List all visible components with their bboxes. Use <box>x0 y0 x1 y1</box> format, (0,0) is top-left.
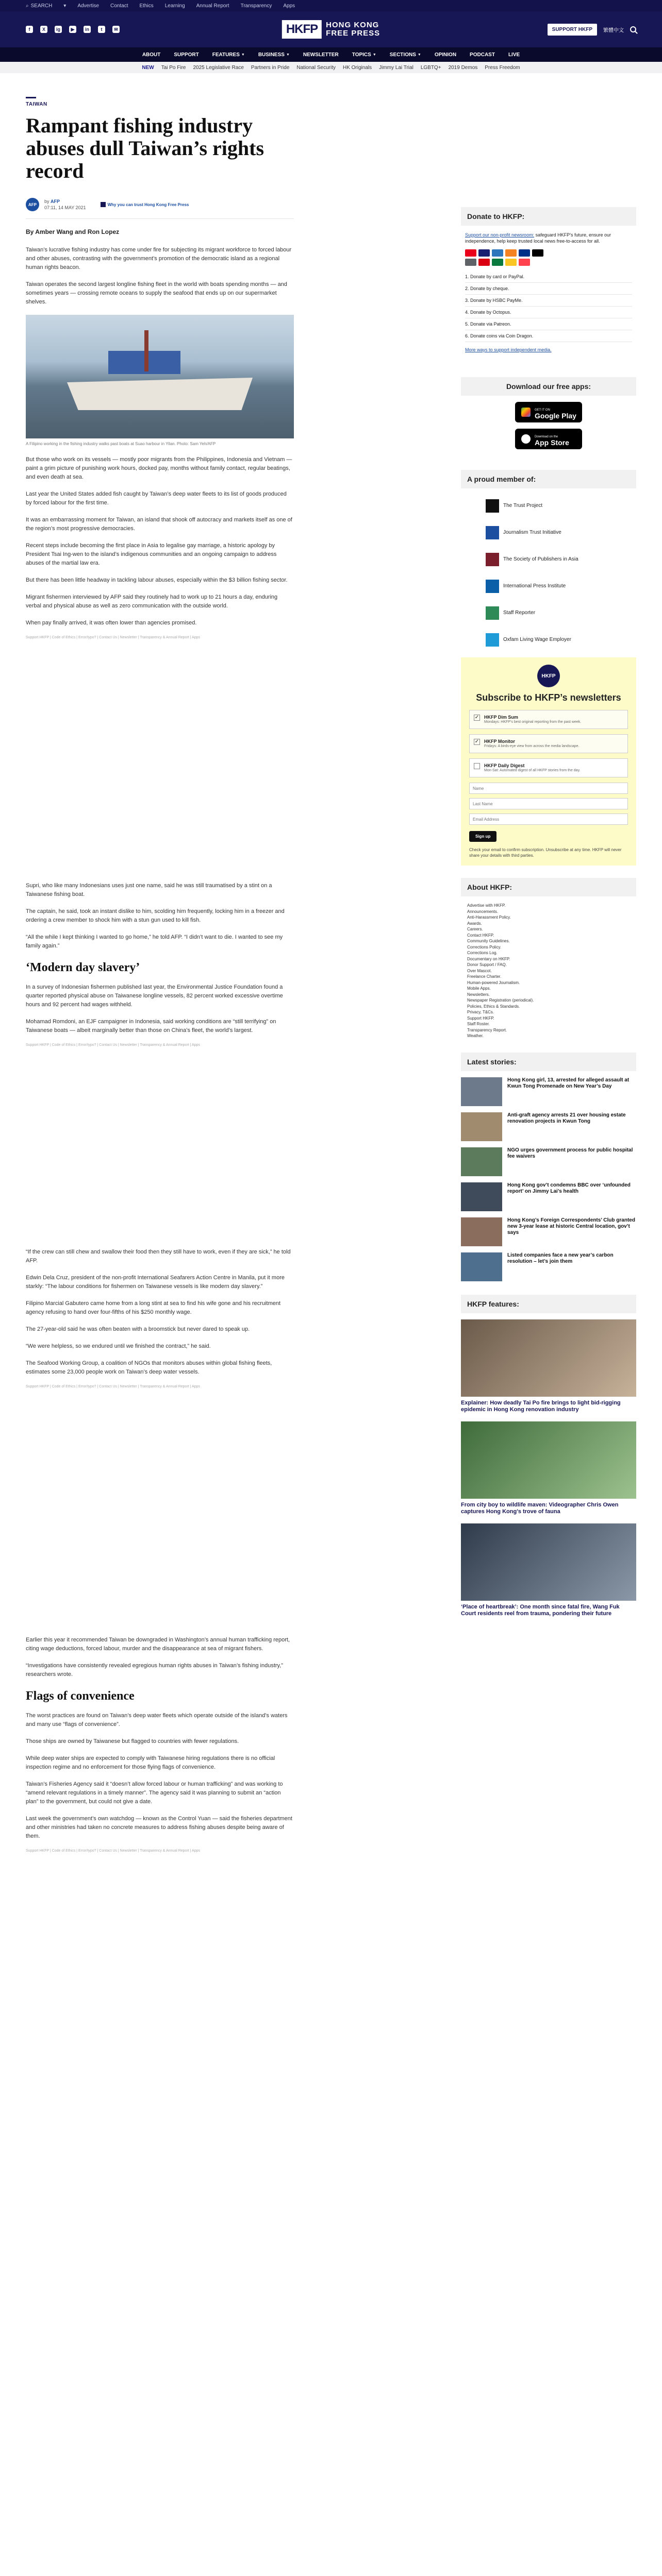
member-item[interactable] <box>461 548 636 571</box>
article <box>26 73 294 1853</box>
nav-item-live[interactable] <box>508 52 520 58</box>
logo-wordmark: HONG KONG FREE PRESS <box>326 21 380 38</box>
story-thumbnail <box>461 1217 502 1246</box>
trust-icon <box>101 202 106 207</box>
newsletter-name: HKFP Dim Sum <box>484 715 518 720</box>
story-thumbnail <box>461 1077 502 1106</box>
article-category[interactable]: TAIWAN <box>26 101 47 107</box>
donate-option[interactable]: 5. Donate via Patreon. <box>465 318 632 330</box>
facebook-icon[interactable]: f <box>26 26 33 33</box>
ad-label: Support HKFP | Code of Ethics | Error/typo? | Contact Us | Newsletter | Transparency & Annual Report | Apps <box>26 1043 200 1047</box>
nav-label: PODCAST <box>470 52 495 58</box>
story-thumbnail <box>461 1147 502 1176</box>
latest-story[interactable] <box>461 1112 636 1141</box>
discover-icon <box>505 249 517 257</box>
nav-label: BUSINESS <box>258 52 285 58</box>
article-headline: Rampant fishing industry abuses dull Taiwan’s rights record <box>26 114 264 182</box>
ad-slot <box>26 639 294 882</box>
feature-image <box>461 1421 636 1499</box>
article-date: 07:11, 14 MAY 2021 <box>44 205 86 210</box>
member-logo-icon <box>486 499 499 513</box>
paragraph: But there has been little headway in tackling labour abuses, especially within the $3 billion fishing sector. <box>26 577 288 583</box>
utility-link-advertise[interactable]: Advertise <box>77 3 100 9</box>
trending-link[interactable]: 2025 Legislative Race <box>193 64 244 71</box>
google-pay-icon <box>465 259 476 266</box>
paragraph: Those ships are owned by Taiwanese but flagged to countries with fewer regulations. <box>26 1738 239 1744</box>
site-header <box>0 11 662 47</box>
member-item[interactable] <box>461 521 636 544</box>
logo-mark: HKFP <box>282 20 322 39</box>
member-logo-icon <box>486 633 499 647</box>
about-link[interactable]: Staff Roster. <box>467 1022 490 1026</box>
utility-link-ethics[interactable]: Ethics <box>139 3 154 9</box>
checkbox[interactable] <box>474 763 480 769</box>
paragraph: Edwin Dela Cruz, president of the non-profit International Seafarers Action Centre in Manila, put it more starkly: “The labour conditions for fishermen on Taiwanese vessels is like modern day slavery.” <box>26 1275 285 1290</box>
about-link[interactable]: Awards. <box>467 921 482 926</box>
feature-story[interactable] <box>461 1319 636 1413</box>
member-name: Journalism Trust Initiative <box>503 530 561 535</box>
divider <box>26 218 294 219</box>
features-title: HKFP features: <box>461 1295 636 1313</box>
byline <box>26 198 294 211</box>
donate-option[interactable]: 3. Donate by HSBC PayMe. <box>465 295 632 307</box>
story-title[interactable]: Hong Kong’s Foreign Correspondents’ Club granted new 3-year lease at historic Central location, gov’t says <box>507 1217 635 1235</box>
feature-title[interactable]: ‘Place of heartbreak’: One month since fatal fire, Wang Fuk Court residents reel from trauma, pondering their future <box>461 1603 620 1617</box>
about-link[interactable]: Careers. <box>467 927 483 931</box>
paragraph: The 27-year-old said he was often beaten with a broomstick but never dared to speak up. <box>26 1326 250 1332</box>
trending-link[interactable]: 2019 Demos <box>448 64 478 71</box>
paragraph: Last week the government’s own watchdog — known as the Control Yuan — said the fisheries department and other ministries had taken no concrete measures to address fishing abuses despite being aware of them. <box>26 1816 292 1839</box>
paragraph: Earlier this year it recommended Taiwan be downgraded in Washington’s annual human trafficking report, citing wage deductions, forced labour, murder and the disappearance at sea of migrant fishers. <box>26 1637 290 1652</box>
paragraph: While deep water ships are expected to comply with Taiwanese hiring regulations there is no official inspection regime and no enforcement for those flying flags of convenience. <box>26 1755 275 1770</box>
newsletter-option[interactable] <box>469 710 628 729</box>
about-link[interactable]: Corrections Policy. <box>467 944 502 950</box>
latest-title: Latest stories: <box>461 1053 636 1071</box>
newsletter-logo: HKFP <box>537 665 560 687</box>
apple-pay-icon <box>532 249 543 257</box>
paragraph: It was an embarrassing moment for Taiwan, an island that shook off autocracy and markets itself as one of the region’s most progressive democracies. <box>26 517 292 532</box>
nav-item-about[interactable] <box>142 52 161 58</box>
newsletter-name: HKFP Daily Digest <box>484 763 525 768</box>
nav-item-opinion[interactable] <box>435 52 456 58</box>
article-authors: By Amber Wang and Ron Lopez <box>26 228 120 235</box>
utility-link-contact[interactable]: Contact <box>110 3 128 9</box>
paragraph: Taiwan’s Fisheries Agency said it “doesn’t allow forced labour or human trafficking” and was working to “amend relevant regulations in a timely manner”. The agency said it was planning to submit an “action plan” to the government, but could not give a date. <box>26 1781 283 1805</box>
more-ways-link[interactable]: More ways to support independent media. <box>465 347 552 352</box>
donate-title: Donate to HKFP: <box>461 207 636 226</box>
about-link[interactable]: Newsletters. <box>467 992 490 997</box>
utility-bar <box>0 0 662 11</box>
section-heading: Flags of convenience <box>26 1689 135 1703</box>
header-actions <box>548 24 636 36</box>
chevron-down-icon: ▼ <box>286 53 290 57</box>
bank-icon <box>492 259 503 266</box>
trending-link[interactable]: HK Originals <box>342 64 372 71</box>
nav-item-sections[interactable] <box>390 52 421 58</box>
newsletter-option-text <box>484 763 581 773</box>
story-title[interactable]: Hong Kong gov’t condemns BBC over ‘unfounded report’ on Jimmy Lai’s health <box>507 1182 631 1194</box>
instagram-icon[interactable]: ig <box>55 26 62 33</box>
name-field[interactable] <box>469 783 628 794</box>
nav-item-support[interactable] <box>174 52 198 58</box>
about-link[interactable]: Documentary on HKFP. <box>467 956 510 961</box>
search-link[interactable]: ⌕ SEARCH <box>26 3 53 9</box>
paypal-icon <box>519 249 530 257</box>
about-link[interactable]: Anti-Harassment Policy. <box>467 915 511 920</box>
paragraph: Last year the United States added fish caught by Taiwan’s deep water fleets to its list of goods produced by forced labour for the first time. <box>26 491 287 506</box>
about-link[interactable]: Transparency Report. <box>467 1027 507 1032</box>
latest-story[interactable] <box>461 1252 636 1281</box>
sign-up-button[interactable]: Sign up <box>469 831 496 842</box>
member-name: International Press Institute <box>503 583 566 589</box>
about-link[interactable]: Newspaper Registration (periodical). <box>467 998 534 1003</box>
nav-label: FEATURES <box>212 52 240 58</box>
about-link[interactable]: Freelance Charter. <box>467 974 502 979</box>
paragraph: “We were helpless, so we endured until we finished the contract,” he said. <box>26 1343 211 1349</box>
trending-link[interactable]: Jimmy Lai Trial <box>379 64 413 71</box>
donate-option[interactable]: 2. Donate by cheque. <box>465 283 632 295</box>
features-list <box>461 1319 636 1617</box>
mastercard-icon <box>465 249 476 257</box>
about-link[interactable]: Advertise with HKFP. <box>467 903 506 908</box>
newsletter-box <box>461 657 636 866</box>
chevron-down-icon: ▼ <box>241 53 245 57</box>
last-name-field[interactable] <box>469 798 628 809</box>
member-logo-icon <box>486 580 499 593</box>
feature-story[interactable] <box>461 1523 636 1617</box>
trending-bar <box>0 62 662 73</box>
nav-item-podcast[interactable] <box>470 52 495 58</box>
newsletter-desc: Fridays: A birds-eye view from across the media landscape. <box>484 744 580 748</box>
about-link[interactable]: Human-powered Journalism. <box>467 980 520 985</box>
social-links <box>26 26 120 33</box>
donate-option[interactable]: 1. Donate by card or PayPal. <box>465 271 632 283</box>
member-item[interactable] <box>461 602 636 624</box>
octopus-icon <box>505 259 517 266</box>
afp-avatar: AFP <box>26 198 39 211</box>
byline-meta: by AFP 07:11, 14 MAY 2021 <box>44 199 86 210</box>
trending-link[interactable]: Press Freedom <box>485 64 520 71</box>
feature-image <box>461 1319 636 1397</box>
category-rule <box>26 97 36 98</box>
member-name: Oxfam Living Wage Employer <box>503 637 571 642</box>
feature-title[interactable]: Explainer: How deadly Tai Po fire brings to light bid-rigging epidemic in Hong Kong renovation industry <box>461 1399 621 1413</box>
chevron-down-icon: ▼ <box>417 53 421 57</box>
story-title[interactable]: NGO urges government process for public hospital fee waivers <box>507 1147 633 1159</box>
photo-caption: A Filipino working in the fishing industry walks past boats at Suao harbour in Yilan. Photo: Sam Yeh/AFP <box>26 442 216 446</box>
ad-label: Support HKFP | Code of Ethics | Error/typo? | Contact Us | Newsletter | Transparency & Annual Report | Apps <box>26 636 200 639</box>
about-link[interactable]: Donor Support / FAQ. <box>467 962 507 967</box>
checkbox[interactable]: ✓ <box>474 715 479 720</box>
nav-item-topics[interactable] <box>352 52 376 58</box>
trending-link[interactable]: LGBTQ+ <box>420 64 441 71</box>
about-link[interactable]: Mobile Apps. <box>467 986 491 991</box>
donate-link[interactable]: Support our non-profit newsroom: <box>465 232 535 238</box>
byline-author[interactable]: AFP <box>51 199 60 204</box>
utility-link-transparency[interactable]: Transparency <box>240 3 272 9</box>
newsletter-option-text <box>484 739 579 749</box>
donate-option[interactable]: 6. Donate coins via Coin Dragon. <box>465 330 632 342</box>
donate-option[interactable]: 4. Donate by Octopus. <box>465 307 632 318</box>
member-name: Staff Reporter <box>503 610 536 616</box>
latest-story[interactable] <box>461 1182 636 1211</box>
paragraph: But those who work on its vessels — mostly poor migrants from the Philippines, Indonesia and Vietnam — paint a grim picture of punishing work hours, docked pay, months without family contact, regular beatings, and even death at sea. <box>26 456 292 480</box>
paragraph: Taiwan operates the second largest longline fishing fleet in the world with boats spending months — and sometimes years — crossing remote oceans to supply the seafood that ends up on our supermarket shelves. <box>26 281 287 305</box>
newsletter-title: Subscribe to HKFP’s newsletters <box>476 692 621 703</box>
section-heading: ‘Modern day slavery’ <box>26 961 140 974</box>
paragraph: Taiwan’s lucrative fishing industry has come under fire for subjecting its migrant workforce to forced labour and other abuses, contrasting with the government’s promotion of the democratic island as a regional human rights beacon. <box>26 247 292 270</box>
trending-link[interactable]: Partners in Pride <box>251 64 290 71</box>
newsletter-fineprint: Check your email to confirm subscription. Unsubscribe at any time. HKFP will never share your details with third parties. <box>469 848 622 858</box>
paragraph: Filipino Marcial Gabutero came home from a long stint at sea to find his wife gone and his recruitment agency refusing to hand over four-fifths of his $250 monthly wage. <box>26 1300 281 1315</box>
about-link[interactable]: Corrections Log. <box>467 951 498 955</box>
chevron-down-icon: ▼ <box>372 53 376 57</box>
feature-image <box>461 1523 636 1601</box>
apple-icon <box>521 434 531 444</box>
nav-label: SUPPORT <box>174 52 199 58</box>
email-field[interactable] <box>469 814 628 825</box>
about-link[interactable]: Contact HKFP. <box>467 933 494 938</box>
donate-intro: Support our non-profit newsroom: safeguard HKFP’s future, ensure our independence, help keep trusted local news free-to-access for all. <box>465 232 611 244</box>
feature-story[interactable] <box>461 1421 636 1515</box>
google-play-icon <box>521 408 531 417</box>
telegram-icon[interactable]: t <box>98 26 105 33</box>
nav-label: NEWSLETTER <box>303 52 339 58</box>
nav-label: LIVE <box>508 52 520 58</box>
amex-icon <box>492 249 503 257</box>
trust-link[interactable]: Why you can trust Hong Kong Free Press <box>101 202 189 207</box>
feature-title[interactable]: From city boy to wildlife maven: Videographer Chris Owen captures Hong Kong’s trove of fauna <box>461 1501 619 1515</box>
paragraph: When pay finally arrived, it was often lower than agencies promised. <box>26 620 197 626</box>
about-link[interactable]: Weather. <box>467 1033 484 1038</box>
paragraph: The worst practices are found on Taiwan’s deep water fleets which operate outside of the island’s waters and many use “flags of convenience”. <box>26 1713 288 1727</box>
search-icon[interactable] <box>630 26 636 32</box>
member-name: The Society of Publishers in Asia <box>503 556 578 562</box>
email-icon[interactable]: ✉ <box>112 26 120 33</box>
patreon-icon <box>519 259 530 266</box>
ad-slot <box>26 1047 294 1248</box>
newsletter-desc: Mondays: HKFP’s best original reporting from the past week. <box>484 720 582 724</box>
trending-link[interactable]: Tai Po Fire <box>161 64 186 71</box>
main-nav <box>0 47 662 62</box>
utility-link-apps[interactable]: Apps <box>283 3 295 9</box>
about-link[interactable]: Community Guidelines. <box>467 939 510 943</box>
about-list <box>461 903 636 1039</box>
nav-label: TOPICS <box>352 52 371 58</box>
story-title[interactable]: Listed companies face a new year’s carbon resolution – let’s join them <box>507 1252 614 1264</box>
paragraph: “If the crew can still chew and swallow their food then they still have to work, even if they are sick,” he told AFP. <box>26 1249 291 1264</box>
newsletter-option[interactable] <box>469 734 628 753</box>
paragraph: Recent steps include becoming the first place in Asia to legalise gay marriage, a historic apology by President Tsai Ing-wen to the island’s indigenous communities and an ongoing campaign to address abuses of the martial law era. <box>26 543 277 566</box>
visa-icon <box>478 249 490 257</box>
new-label: NEW <box>142 64 154 71</box>
story-thumbnail <box>461 1112 502 1141</box>
sidebar <box>461 73 636 1853</box>
google-play-button[interactable]: GET IT ON Google Play <box>515 402 582 422</box>
ad-label: Support HKFP | Code of Ethics | Error/typo? | Contact Us | Newsletter | Transparency & Annual Report | Apps <box>26 1849 200 1853</box>
member-logo-icon <box>486 526 499 539</box>
member-list <box>461 495 636 651</box>
nav-label: ABOUT <box>142 52 161 58</box>
x-icon[interactable]: X <box>40 26 47 33</box>
member-item[interactable] <box>461 629 636 651</box>
youtube-icon[interactable]: ▶ <box>69 26 76 33</box>
nav-item-business[interactable] <box>258 52 290 58</box>
support-hkfp-button[interactable]: SUPPORT HKFP <box>548 24 597 36</box>
about-link[interactable]: Announcements. <box>467 909 499 914</box>
paragraph: In a survey of Indonesian fishermen published last year, the Environmental Justice Foundation found a quarter reported physical abuse on Taiwanese longline vessels, 82 percent worked excessive overtime hours and 92 percent had wages withheld. <box>26 984 283 1008</box>
story-title[interactable]: Hong Kong girl, 13, arrested for alleged assault at Kwun Tong Promenade on New Year’s Day <box>507 1077 630 1089</box>
story-thumbnail <box>461 1252 502 1281</box>
nav-label: SECTIONS <box>389 52 416 58</box>
payment-methods <box>461 249 549 266</box>
newsletter-name: HKFP Monitor <box>484 739 515 744</box>
checkbox[interactable]: ✓ <box>474 739 479 744</box>
site-logo[interactable] <box>282 20 380 39</box>
newsletter-desc: Mon-Sat: Automated digest of all HKFP stories from the day. <box>484 769 581 772</box>
newsletter-options <box>469 710 628 777</box>
donate-options <box>461 271 636 342</box>
paragraph: The captain, he said, took an instant dislike to him, scolding him frequently, locking him in a freezer and ordering a crew member to shock him with a stun gun used to kill fish. <box>26 908 285 923</box>
member-logo-icon <box>486 553 499 566</box>
search-icon: ⌕ <box>26 3 29 9</box>
member-name: The Trust Project <box>503 503 543 509</box>
paragraph: Migrant fishermen interviewed by AFP said they routinely had to work up to 21 hours a day, enduring verbal and physical abuse as well as zero communication with the outside world. <box>26 594 278 609</box>
payme-icon <box>478 259 490 266</box>
member-item[interactable] <box>461 575 636 598</box>
utility-link-annual-report[interactable]: Annual Report <box>196 3 229 9</box>
about-link[interactable]: Privacy, T&Cs. <box>467 1010 494 1014</box>
about-link[interactable]: Support HKFP. <box>467 1015 494 1021</box>
page-body <box>0 73 662 1853</box>
about-link[interactable]: Policies, Ethics & Standards. <box>467 1004 520 1009</box>
newsletter-option-text <box>484 715 581 724</box>
utility-link-learning[interactable]: Learning <box>164 3 185 9</box>
trending-link[interactable]: National Security <box>296 64 336 71</box>
apps-title: Download our free apps: <box>461 377 636 396</box>
linkedin-icon[interactable]: in <box>84 26 91 33</box>
member-logo-icon <box>486 606 499 620</box>
nav-label: OPINION <box>434 52 457 58</box>
member-item[interactable] <box>461 495 636 517</box>
about-title: About HKFP: <box>461 878 636 896</box>
story-thumbnail <box>461 1182 502 1211</box>
member-title: A proud member of: <box>461 470 636 488</box>
latest-story[interactable] <box>461 1217 636 1246</box>
nav-item-features[interactable] <box>212 52 245 58</box>
mast-shape <box>144 330 148 371</box>
paragraph: Supri, who like many Indonesians uses just one name, said he was still traumatised by a stint on a Taiwanese fishing boat. <box>26 883 272 897</box>
paragraph: “Investigations have consistently revealed egregious human rights abuses in Taiwan’s fishing industry,” researchers wrote. <box>26 1663 283 1677</box>
language-switch[interactable]: 繁體中文 <box>603 27 624 33</box>
paragraph: Mohamad Romdoni, an EJF campaigner in Indonesia, said working conditions are “still terrifying” on Taiwanese boats — albeit marginally better than those on China’s fleet, the world’s largest. <box>26 1019 276 1033</box>
nav-item-newsletter[interactable] <box>303 52 339 58</box>
paragraph: “All the while I kept thinking I wanted to go home,” he told AFP. “I didn’t want to die. I wanted to see my family again.” <box>26 934 283 949</box>
ad-slot <box>26 1388 294 1636</box>
about-link[interactable]: Over Mascot. <box>467 968 492 973</box>
story-title[interactable]: Anti-graft agency arrests 21 over housing estate renovation projects in Kwun Tong <box>507 1112 626 1124</box>
chevron-down-icon[interactable]: ▾ <box>63 3 67 9</box>
latest-list <box>461 1077 636 1281</box>
ad-label: Support HKFP | Code of Ethics | Error/typo? | Contact Us | Newsletter | Transparency & Annual Report | Apps <box>26 1385 200 1388</box>
latest-story[interactable] <box>461 1147 636 1176</box>
app-store-button[interactable]: Download on the App Store <box>515 429 582 449</box>
newsletter-option[interactable] <box>469 758 628 777</box>
paragraph: The Seafood Working Group, a coalition of NGOs that monitors abuses within global fishing fleets, estimates some 23,000 people work on Taiwan’s deep water vessels. <box>26 1360 272 1375</box>
latest-story[interactable] <box>461 1077 636 1106</box>
article-photo <box>26 315 294 438</box>
